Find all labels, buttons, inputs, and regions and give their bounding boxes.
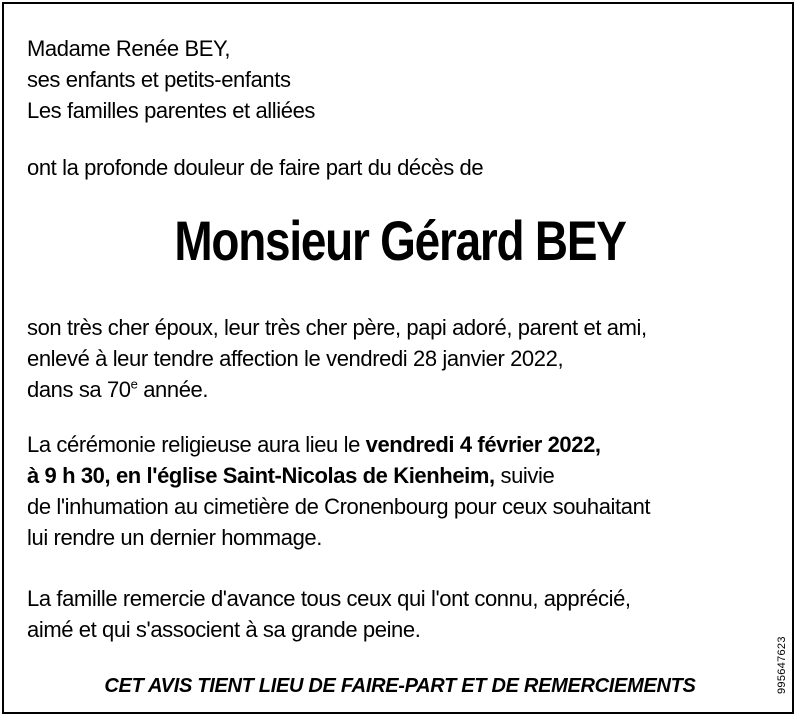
sender-line: Madame Renée BEY,	[27, 36, 231, 61]
sender-line: Les familles parentes et alliées	[27, 98, 316, 123]
intro-line: ont la profonde douleur de faire part du décès de	[27, 155, 484, 180]
intro-text	[27, 152, 483, 183]
age-superscript: e	[130, 376, 138, 392]
reference-number: 995647623	[776, 636, 788, 694]
age-prefix: dans sa 70	[27, 377, 131, 402]
ceremony-line	[27, 429, 650, 460]
ceremony-line: de l'inhumation au cimetière de Cronenbourg pour ceux souhaitant	[27, 494, 651, 519]
description-line: son très cher époux, leur très cher père, papi adoré, parent et ami,	[27, 315, 647, 340]
sender-line: ses enfants et petits-enfants	[27, 67, 291, 92]
ceremony-date: vendredi 4 février 2022,	[365, 432, 601, 457]
ceremony-line	[27, 460, 650, 491]
ceremony-time-place: à 9 h 30, en l'église Saint-Nicolas de Kienheim,	[27, 463, 495, 488]
ceremony-prefix: La cérémonie religieuse aura lieu le	[27, 432, 366, 457]
ceremony-block	[27, 429, 650, 553]
description-line	[27, 374, 647, 405]
thanks-line: La famille remercie d'avance tous ceux qui l'ont connu, apprécié,	[27, 586, 631, 611]
age-suffix: année.	[137, 377, 209, 402]
thanks-block	[27, 583, 631, 645]
ceremony-after-place: suivie	[494, 463, 555, 488]
thanks-line: aimé et qui s'associent à sa grande peine.	[27, 617, 421, 642]
deceased-name: Monsieur Gérard BEY	[174, 209, 626, 272]
ceremony-line: lui rendre un dernier hommage.	[27, 525, 322, 550]
footer-notice: CET AVIS TIENT LIEU DE FAIRE-PART ET DE REMERCIEMENTS	[104, 675, 696, 697]
description-line: enlevé à leur tendre affection le vendredi 28 janvier 2022,	[27, 346, 564, 371]
sender-block	[27, 33, 315, 126]
description-block	[27, 312, 647, 405]
